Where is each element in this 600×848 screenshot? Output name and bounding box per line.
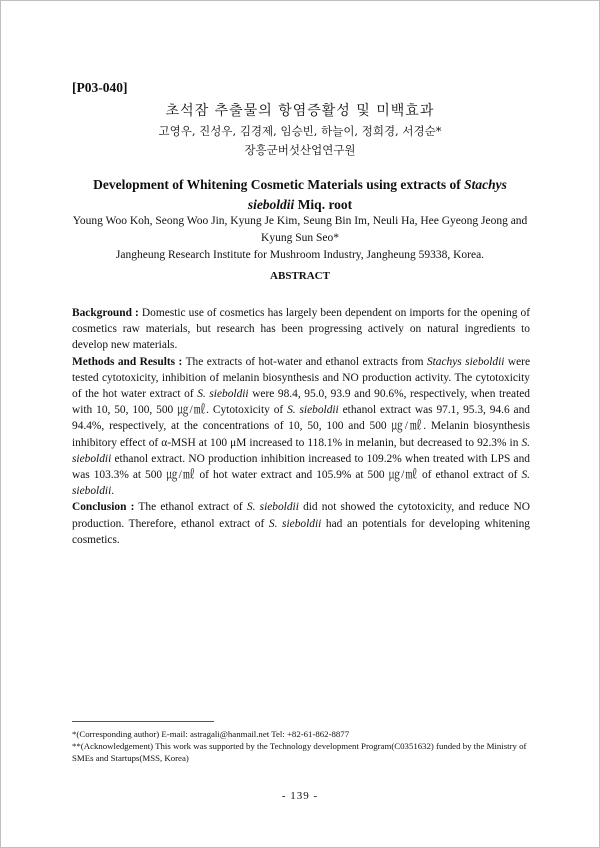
english-title-part: Development of Whitening Cosmetic Materials using extracts of (93, 177, 465, 192)
english-title (0, 175, 600, 215)
background-paragraph (72, 305, 530, 354)
korean-institute: 장흥군버섯산업연구원 (244, 143, 356, 157)
conclusion-text: had an potentials for developing whitening cosmetics. (72, 517, 530, 546)
paper-code: [P03-040] (72, 80, 128, 95)
methods-text: The extracts of hot‐water and ethanol extracts from (182, 355, 427, 368)
species-name: S. sieboldii (72, 436, 530, 465)
abstract-heading: ABSTRACT (270, 270, 330, 282)
species-name: Stachys sieboldii (426, 355, 505, 368)
conclusion-text: The ethanol extract of (134, 501, 247, 514)
species-name: S. sieboldii (197, 388, 249, 401)
methods-text: were tested cytotoxicity, inhibition of melanin biosynthesis and NO production activity. The cytotoxicity of the hot water extract of (72, 355, 530, 401)
species-name: S. sieboldii (287, 404, 339, 417)
species-name: S. sieboldii (72, 469, 530, 498)
english-authors: Young Woo Koh, Seong Woo Jin, Kyung Je Kim, Seung Bin Im, Neuli Ha, Hee Gyeong Jeong and Kyung Sun Seo* (72, 215, 528, 244)
footnote-acknowledgement: **(Acknowledgement) This work was supported by the Technology development Program(C0351632) funded by the Ministry of SMEs and Startups(MSS, Korea) (72, 741, 527, 763)
english-institute: Jangheung Research Institute for Mushroom Industry, Jangheung 59338, Korea. (115, 249, 485, 261)
methods-paragraph (72, 354, 530, 500)
page-number: - 139 - (281, 790, 319, 802)
species-name: S. sieboldii (246, 501, 299, 514)
background-label: Background : (72, 307, 139, 319)
methods-label: Methods and Results : (72, 355, 183, 368)
korean-authors: 고영우, 진성우, 김경제, 임승빈, 하늘이, 정희경, 서경순* (158, 124, 442, 138)
conclusion-text: did not showed the cytotoxicity, and reduce NO production. Therefore, ethanol extract of (72, 501, 530, 530)
english-title-species: sieboldii (247, 197, 295, 212)
methods-text: . (111, 485, 115, 498)
footnote-corresponding-author: *(Corresponding author) E-mail: astragali@hanmail.net Tel: +82-61-862-8877 (72, 729, 350, 739)
footnote-divider (72, 721, 214, 722)
background-text: Domestic use of cosmetics has largely been dependent on imports for the opening of cosmetics raw materials, but research has been progressing actively on natural ingredients to develop new materials. (72, 307, 530, 352)
english-title-genus: Stachys (464, 177, 507, 192)
korean-title: 초석잠 추출물의 항염증활성 및 미백효과 (165, 103, 435, 119)
conclusion-label: Conclusion : (72, 501, 135, 514)
abstract-body (72, 305, 530, 548)
english-title-part: Miq. root (294, 197, 353, 212)
methods-text: ethanol extract was 97.1, 95.3, 94.6 and 94.4%, respectively, at the concentrations of 10, 50, 100 and 500 ㎍/㎖. Melanin biosynthesis inhibitory effect of α-MSH at 100 μM increased to 118.1% in melanin, but decreased to 92.3% in (72, 404, 531, 449)
methods-text: ethanol extract. NO production inhibition increased to 109.2% when treated with LPS and was 103.3% at 500 ㎍/㎖ of hot water extract and 105.9% at 500 ㎍/㎖ of ethanol extract of (72, 452, 530, 482)
conclusion-paragraph (72, 499, 530, 548)
species-name: S. sieboldii (268, 517, 322, 530)
methods-text: were 98.4, 95.0, 93.9 and 90.6%, respectively, when treated with 10, 50, 100, 500 ㎍/㎖. Cytotoxicity of (72, 388, 531, 417)
